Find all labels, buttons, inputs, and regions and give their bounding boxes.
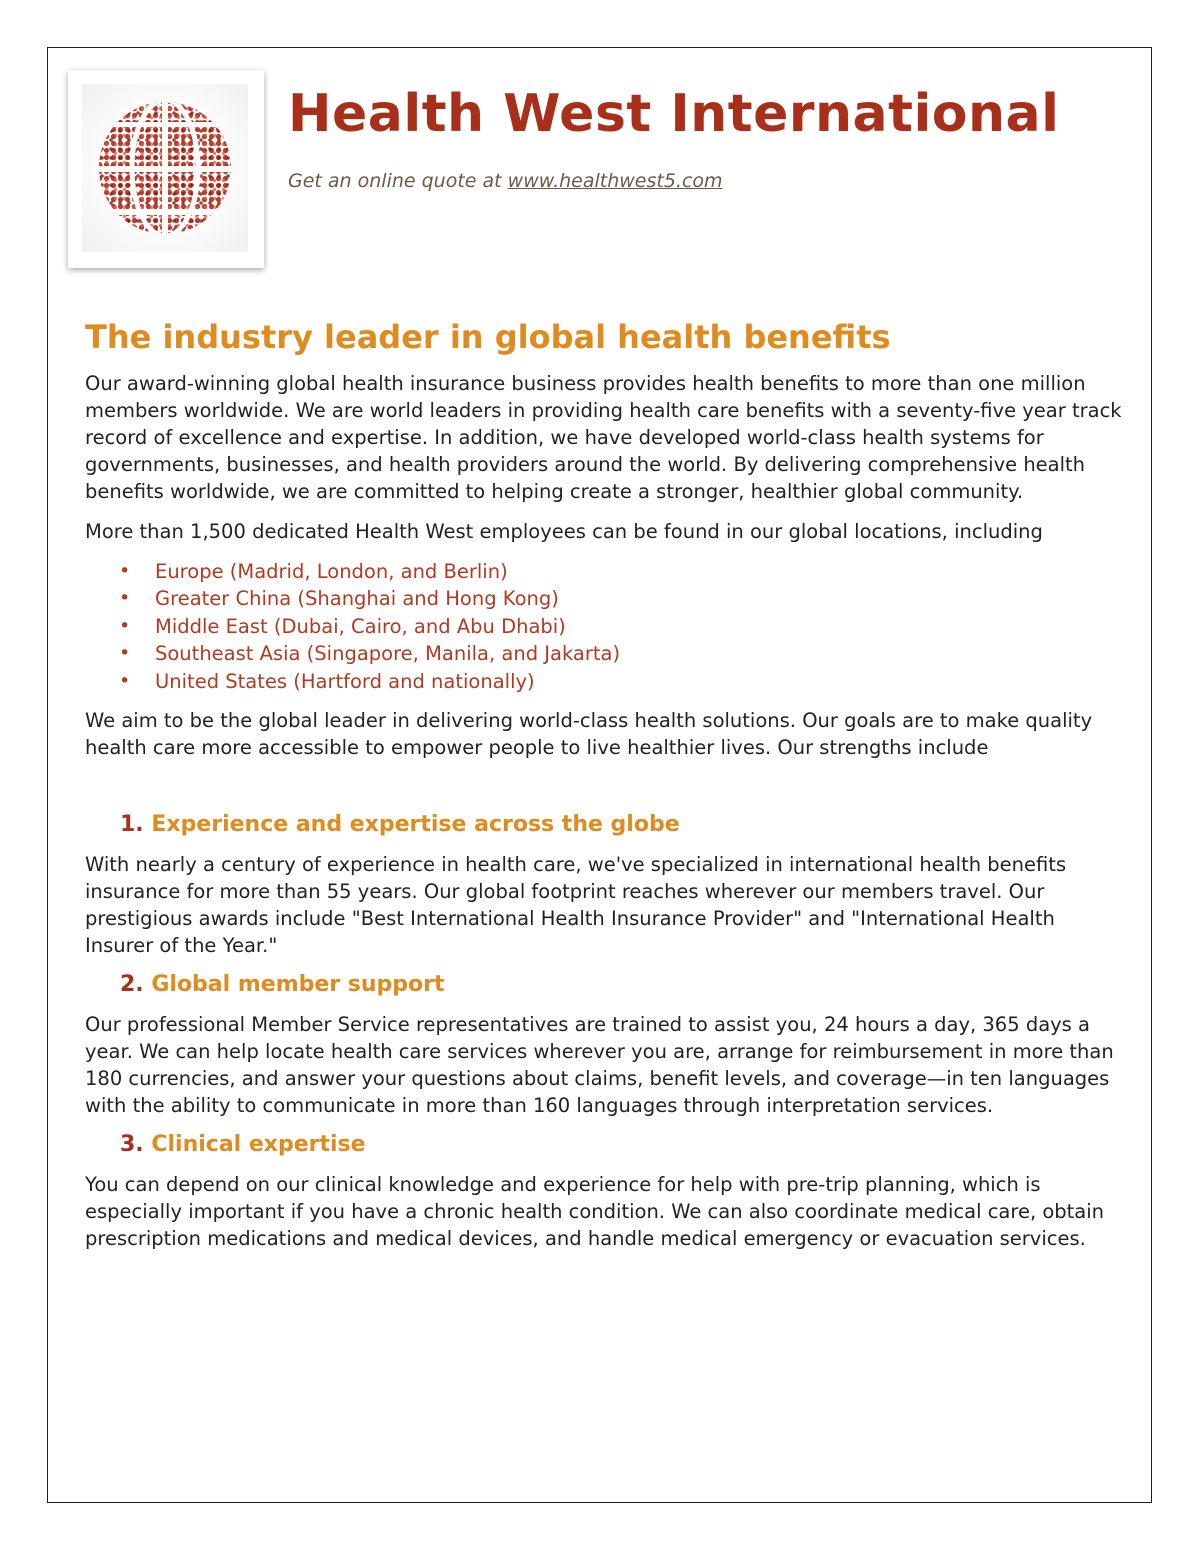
strength-title: Global member support [151, 972, 445, 998]
company-name: Health West International [288, 84, 1060, 144]
location-label: Europe (Madrid, London, and Berlin) [155, 560, 508, 583]
location-item [119, 668, 1125, 695]
location-label: Greater China (Shanghai and Hong Kong) [155, 587, 559, 611]
location-label: Southeast Asia (Singapore, Manila, and Jakarta) [155, 642, 621, 666]
spacer [85, 774, 1125, 812]
employees-paragraph: More than 1,500 dedicated Health West employees can be found in our global locations, including [85, 520, 1043, 543]
main-content [85, 318, 1125, 1265]
globe-logo-icon [82, 84, 248, 252]
online-quote-line [288, 170, 723, 192]
location-item [119, 558, 1125, 585]
bullet-icon: • [119, 614, 131, 637]
main-heading: The industry leader in global health benefits [85, 318, 891, 356]
intro-paragraph: Our award-winning global health insurance business provides health benefits to more than one million members worldwide. We are world leaders in providing health care benefits with a seventy-five year track record of excellence and expertise. In addition, we have developed world-class health systems for governments, businesses, and health providers around the world. By delivering comprehensive health benefits worldwide, we are committed to helping create a stronger, healthier global community. [85, 372, 1122, 503]
strength-text-2: Our professional Member Service representatives are trained to assist you, 24 hours a day, 365 days a year. We can help locate health care services wherever you are, arrange for reimbursement in more than 180 currencies, and answer your questions about claims, benefit levels, and coverage—in ten languages with the ability to communicate in more than 160 languages through interpretation services. [85, 1013, 1114, 1118]
location-item [119, 613, 1125, 640]
location-item [119, 585, 1125, 612]
quote-prefix: Get an online quote at [288, 170, 508, 192]
strength-heading-2 [85, 972, 1125, 997]
logo-frame [68, 70, 264, 268]
strength-text-3: You can depend on our clinical knowledge and experience for help with pre-trip planning, which is especially important if you have a chronic health condition. We can also coordinate medical care, obtain prescription medications and medical devices, and handle medical emergency or evacuation services. [85, 1173, 1105, 1251]
bullet-icon: • [119, 669, 131, 692]
quote-website-link[interactable]: www.healthwest5.com [507, 170, 723, 192]
bullet-icon: • [119, 642, 131, 665]
strength-number: 2. [120, 972, 144, 998]
location-item [119, 640, 1125, 667]
aim-paragraph: We aim to be the global leader in delivering world-class health solutions. Our goals are to make quality health care more accessible to empower people to live healthier lives. Our strengths include [85, 709, 1093, 760]
strength-heading-3 [85, 1132, 1125, 1157]
bullet-icon: • [119, 560, 131, 582]
location-label: Middle East (Dubai, Cairo, and Abu Dhabi) [155, 614, 566, 638]
strength-text-1: With nearly a century of experience in health care, we've specialized in international health benefits insurance for more than 55 years. Our global footprint reaches wherever our members travel. Our prestigious awards include "Best International Health Insurance Provider" and "International Health Insurer of the Year." [85, 853, 1067, 958]
strength-number: 1. [120, 812, 144, 838]
location-label: United States (Hartford and nationally) [155, 669, 535, 693]
locations-list [85, 558, 1125, 695]
strength-title: Clinical expertise [151, 1132, 366, 1158]
bullet-icon: • [119, 587, 131, 610]
strength-title: Experience and expertise across the globe [151, 812, 680, 838]
strength-heading-1 [85, 812, 1125, 837]
strength-number: 3. [120, 1132, 144, 1158]
